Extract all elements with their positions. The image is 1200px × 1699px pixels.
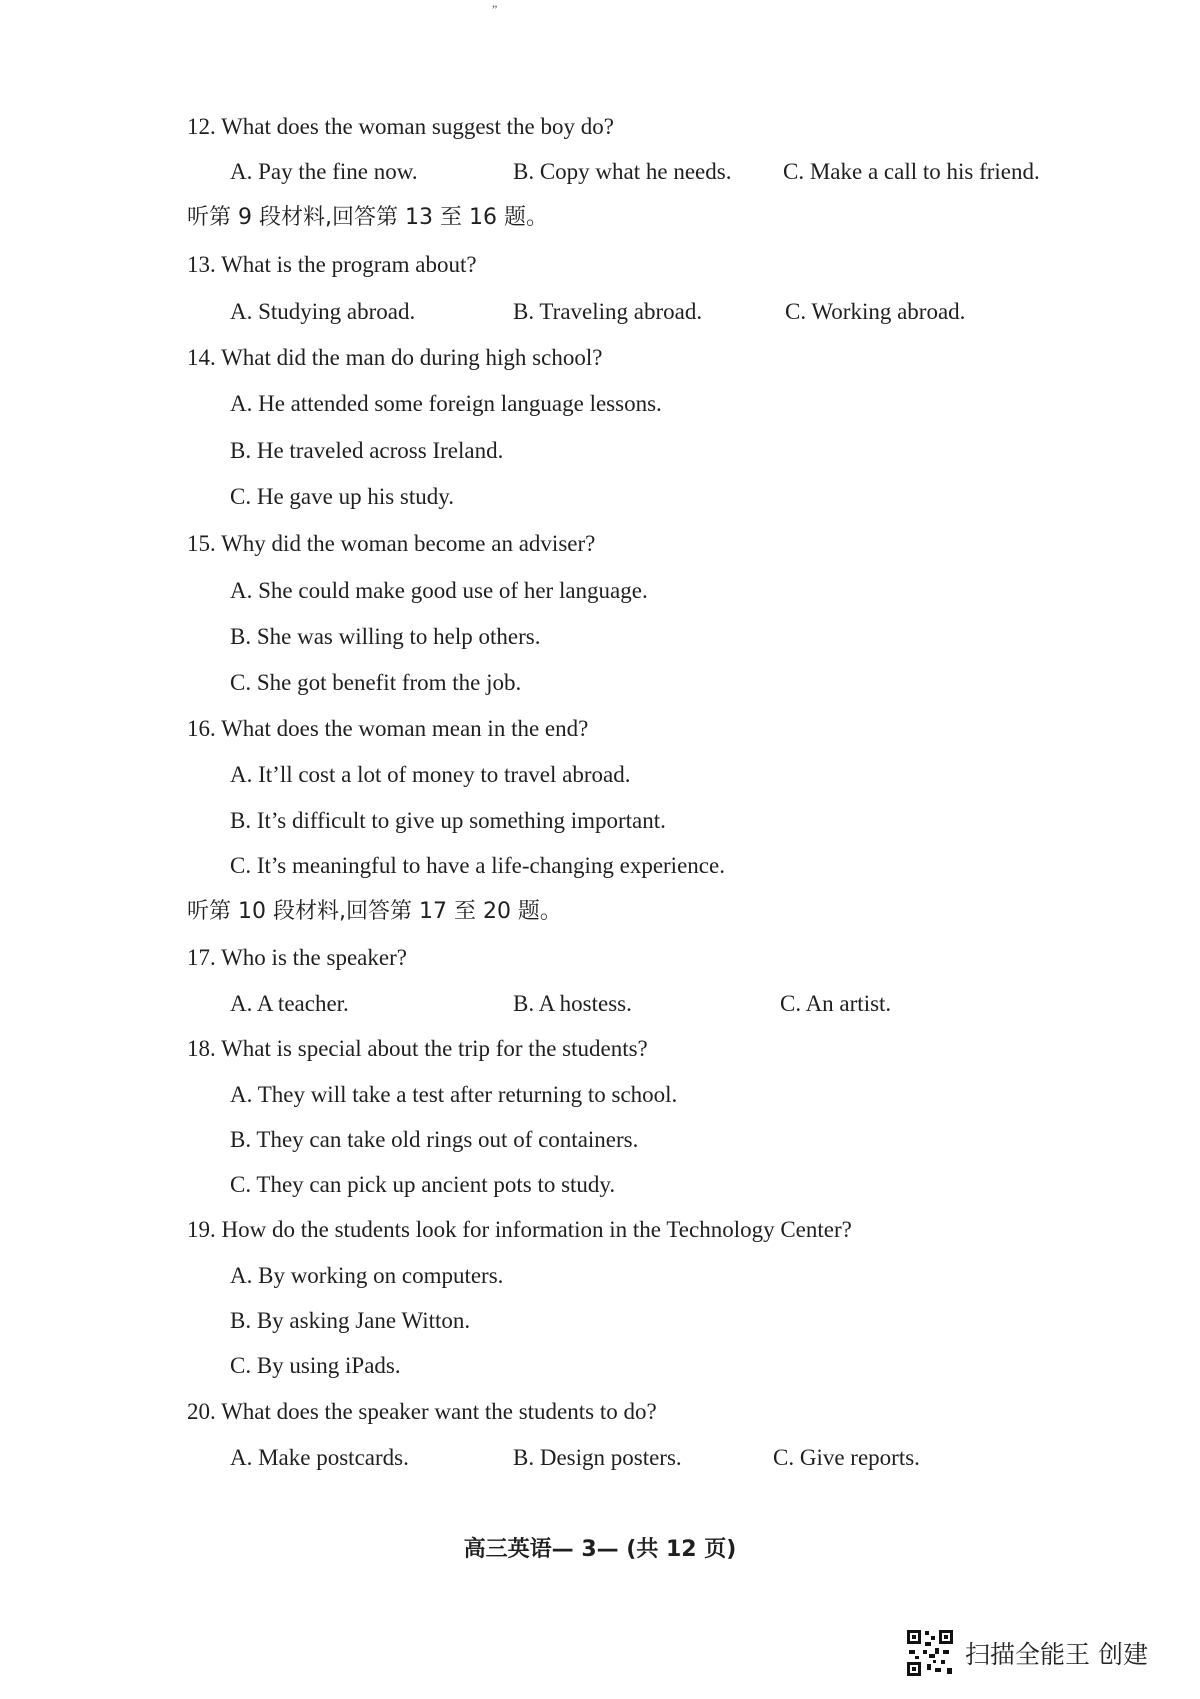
option-12-b: B. Copy what he needs.	[513, 159, 732, 184]
option-13-a: A. Studying abroad.	[230, 299, 416, 324]
option-17-c: C. An artist.	[780, 991, 892, 1016]
top-mark: ”	[492, 2, 498, 16]
option-19-a: A. By working on computers.	[230, 1263, 504, 1288]
option-20-c: C. Give reports.	[773, 1445, 920, 1470]
option-16-c: C. It’s meaningful to have a life-changing experience.	[230, 853, 725, 878]
qr-code-icon	[905, 1628, 955, 1678]
option-15-a: A. She could make good use of her language.	[230, 578, 648, 603]
option-17-a: A. A teacher.	[230, 991, 349, 1016]
section-instruction-9: 听第 9 段材料,回答第 13 至 16 题。	[187, 205, 548, 230]
option-20-b: B. Design posters.	[513, 1445, 682, 1470]
question-16: 16. What does the woman mean in the end?	[187, 716, 589, 741]
option-20-a: A. Make postcards.	[230, 1445, 409, 1470]
option-13-b: B. Traveling abroad.	[513, 299, 703, 324]
option-19-c: C. By using iPads.	[230, 1353, 401, 1378]
question-20: 20. What does the speaker want the students to do?	[187, 1399, 657, 1424]
option-18-b: B. They can take old rings out of containers.	[230, 1127, 639, 1152]
option-12-c: C. Make a call to his friend.	[783, 159, 1040, 184]
option-15-c: C. She got benefit from the job.	[230, 670, 522, 695]
question-18: 18. What is special about the trip for the students?	[187, 1036, 648, 1061]
option-14-c: C. He gave up his study.	[230, 484, 455, 509]
option-17-b: B. A hostess.	[513, 991, 632, 1016]
question-15: 15. Why did the woman become an adviser?	[187, 531, 596, 556]
question-17: 17. Who is the speaker?	[187, 945, 407, 970]
section-instruction-10: 听第 10 段材料,回答第 17 至 20 题。	[187, 899, 562, 924]
question-19: 19. How do the students look for information in the Technology Center?	[187, 1217, 852, 1242]
option-16-b: B. It’s difficult to give up something important.	[230, 808, 666, 833]
option-13-c: C. Working abroad.	[785, 299, 966, 324]
option-14-a: A. He attended some foreign language lessons.	[230, 391, 662, 416]
option-12-a: A. Pay the fine now.	[230, 159, 418, 184]
option-18-c: C. They can pick up ancient pots to study.	[230, 1172, 616, 1197]
question-13: 13. What is the program about?	[187, 252, 477, 277]
question-14: 14. What did the man do during high school?	[187, 345, 603, 370]
option-18-a: A. They will take a test after returning to school.	[230, 1082, 678, 1107]
option-14-b: B. He traveled across Ireland.	[230, 438, 504, 463]
page-footer: 高三英语— 3— (共 12 页)	[463, 1537, 737, 1562]
option-19-b: B. By asking Jane Witton.	[230, 1308, 471, 1333]
scanner-watermark	[905, 1628, 1148, 1678]
question-12: 12. What does the woman suggest the boy do?	[187, 114, 614, 139]
option-15-b: B. She was willing to help others.	[230, 624, 541, 649]
option-16-a: A. It’ll cost a lot of money to travel abroad.	[230, 762, 631, 787]
scanner-text: 扫描全能王 创建	[965, 1640, 1148, 1669]
